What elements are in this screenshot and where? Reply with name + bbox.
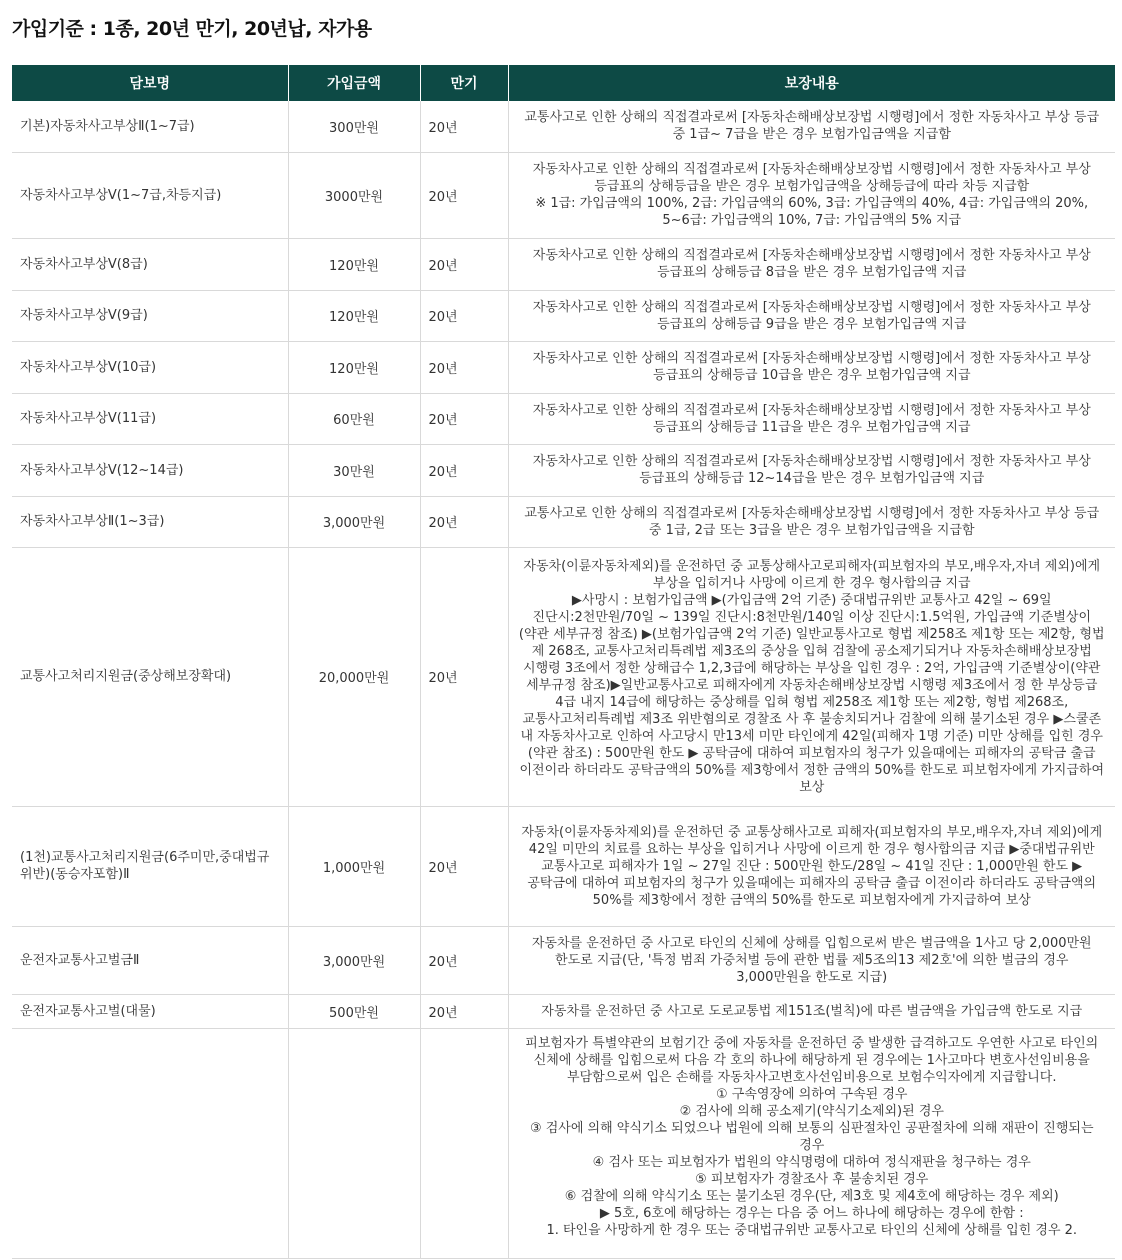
description-line: 피보험자가 특별약관의 보험기간 중에 자동차를 운전하던 중 발생한 급격하고도 우연한 사고로 타인의 신체에 상해를 입힘으로써 다음 각 호의 하나에 해당하게 된 경우에는 1사고마다 변호사선임비용을 부담함으로써 입은 손해를 자동차사고변호사선임비용으로 보험수익자에게 지급합니다. xyxy=(525,1035,1099,1085)
amount-cell: 120만원 xyxy=(288,290,420,341)
amount-cell: 20,000만원 xyxy=(288,547,420,806)
coverage-name-cell: 자동차사고부상Ⅴ(10급) xyxy=(12,341,288,393)
description-line: 자동차를 운전하던 중 사고로 도로교통법 제151조(벌칙)에 따른 벌금액을 가입금액 한도로 지급 xyxy=(541,1003,1083,1019)
table-body xyxy=(12,101,1115,1258)
description-line: ⑥ 검찰에 의해 약식기소 또는 불기소된 경우(단, 제3호 및 제4호에 해당하는 경우 제외) xyxy=(564,1188,1059,1204)
header-term: 만기 xyxy=(420,65,508,101)
amount-cell: 60만원 xyxy=(288,393,420,444)
coverage-name-cell: 교통사고처리지원금(중상해보장확대) xyxy=(12,547,288,806)
term-cell: 20년 xyxy=(420,152,508,238)
description-line: 자동차사고로 인한 상해의 직접결과로써 [자동차손해배상보장법 시행령]에서 정한 자동차사고 부상 등급표의 상해등급 11급을 받은 경우 보험가입금액 지급 xyxy=(532,402,1091,435)
description-cell xyxy=(508,547,1115,806)
coverage-name-cell: (1천)교통사고처리지원금(6주미만,중대법규위반)(동승자포함)Ⅱ xyxy=(12,806,288,926)
amount-cell: 1,000만원 xyxy=(288,806,420,926)
description-line: 자동차사고로 인한 상해의 직접결과로써 [자동차손해배상보장법 시행령]에서 정한 자동차사고 부상 등급표의 상해등급 9급을 받은 경우 보험가입금액 지급 xyxy=(532,299,1091,332)
description-cell xyxy=(508,238,1115,290)
description-line: 자동차(이륜자동차제외)를 운전하던 중 교통상해사고로피해자(피보험자의 부모,배우자,자녀 제외)에게 부상을 입히거나 사망에 이르게 한 경우 형사합의금 지급 xyxy=(523,558,1101,591)
table-row xyxy=(12,393,1115,444)
term-cell: 20년 xyxy=(420,290,508,341)
description-cell xyxy=(508,341,1115,393)
amount-cell xyxy=(288,1028,420,1258)
description-cell xyxy=(508,806,1115,926)
table-row xyxy=(12,444,1115,496)
header-description: 보장내용 xyxy=(508,65,1115,101)
table-row xyxy=(12,1028,1115,1258)
table-row xyxy=(12,341,1115,393)
coverage-name-cell: 기본)자동차사고부상Ⅱ(1~7급) xyxy=(12,101,288,152)
term-cell: 20년 xyxy=(420,806,508,926)
description-line: 자동차사고로 인한 상해의 직접결과로써 [자동차손해배상보장법 시행령]에서 정한 자동차사고 부상 등급표의 상해등급을 받은 경우 보험가입금액을 상해등급에 따라 차등 지급함 xyxy=(532,162,1091,194)
term-cell: 20년 xyxy=(420,341,508,393)
description-line: ▶사망시 : 보험가입금액 ▶(가입금액 2억 기준) 중대법규위반 교통사고 42일 ~ 69일 진단시:2천만원/70일 ~ 139일 진단시:8천만원/140일 이상 진단시:1.5억원, 가입금액 기준별상이(약관 세부규정 참조) ▶(보험가입금액 2억 기준) 일반교통사고로 형법 제258조 제1항 또는 제2항, 형법 제 268조, 교통사고처리특례법 제3조의 중상을 입혀 검찰에 공소제기되거나 자동차손해배상보장법 시행령 3조에서 정한 상해급수 1,2,3급에 해당하는 부상을 입힌 경우 : 2억, 가입금액 기준별상이(약관 세부규정 참조)▶일반교통사고로 피해자에게 자동차손해배상보장법 시행령 제3조에서 정 한 부상등급 4급 내지 14급에 해당하는 중상해를 입혀 형법 제258조 제1항 또는 제2항, 형법 제268조, 교통사고처리특례법 제3조 위반혐의로 경찰조 사 후 불송치되거나 검찰에 의해 불기소된 경우 ▶스쿨존 내 자동차사고로 인하여 사고당시 만13세 미만 타인에게 42일(피해자 1명 기준) 미만 상해를 입힌 경우(약관 참조) : 500만원 한도 ▶ 공탁금에 대하여 피보험자의 청구가 있을때에는 피해자의 공탁금 출급 이전이라 하더라도 공탁금액의 50%를 제3항에서 정한 금액의 50%를 한도로 피보험자에게 가지급하여 보상 xyxy=(518,592,1105,795)
description-line: ④ 검사 또는 피보험자가 법원의 약식명령에 대하여 정식재판을 청구하는 경우 xyxy=(592,1154,1031,1170)
description-cell xyxy=(508,496,1115,547)
description-line: ⑤ 피보험자가 경찰조사 후 불송치된 경우 xyxy=(695,1171,929,1187)
table-row xyxy=(12,290,1115,341)
description-line: ※ 1급: 가입금액의 100%, 2급: 가입금액의 60%, 3급: 가입금액의 40%, 4급: 가입금액의 20%, 5~6급: 가입금액의 10%, 7급: 가입금액의 5% 지급 xyxy=(535,196,1089,228)
coverage-name-cell: 자동차사고부상Ⅴ(1~7급,차등지급) xyxy=(12,152,288,238)
table-row xyxy=(12,152,1115,238)
description-line: ① 구속영장에 의하여 구속된 경우 xyxy=(716,1086,908,1102)
term-cell: 20년 xyxy=(420,994,508,1028)
description-line: 자동차사고로 인한 상해의 직접결과로써 [자동차손해배상보장법 시행령]에서 정한 자동차사고 부상 등급표의 상해등급 10급을 받은 경우 보험가입금액 지급 xyxy=(532,351,1091,383)
description-line: 1. 타인을 사망하게 한 경우 또는 중대법규위반 교통사고로 타인의 신체에 상해를 입힌 경우 2. xyxy=(546,1222,1078,1238)
coverage-table-wrapper xyxy=(12,65,1115,1259)
description-line: ② 검사에 의해 공소제기(약식기소제외)된 경우 xyxy=(679,1103,944,1119)
table-row xyxy=(12,496,1115,547)
coverage-name-cell: 자동차사고부상Ⅴ(8급) xyxy=(12,238,288,290)
amount-cell: 500만원 xyxy=(288,994,420,1028)
amount-cell: 3,000만원 xyxy=(288,926,420,994)
table-row xyxy=(12,238,1115,290)
table-row xyxy=(12,926,1115,994)
description-line: 자동차사고로 인한 상해의 직접결과로써 [자동차손해배상보장법 시행령]에서 정한 자동차사고 부상 등급표의 상해등급 12~14급을 받은 경우 보험가입금액 지급 xyxy=(532,454,1091,486)
amount-cell: 3000만원 xyxy=(288,152,420,238)
coverage-name-cell: 자동차사고부상Ⅴ(12~14급) xyxy=(12,444,288,496)
term-cell: 20년 xyxy=(420,926,508,994)
description-line: 교통사고로 인한 상해의 직접결과로써 [자동차손해배상보장법 시행령]에서 정한 자동차사고 부상 등급 중 1급~ 7급을 받은 경우 보험가입금액을 지급함 xyxy=(524,110,1100,143)
description-cell xyxy=(508,444,1115,496)
description-line: 자동차를 운전하던 중 사고로 타인의 신체에 상해를 입힘으로써 받은 벌금액을 1사고 당 2,000만원 한도로 지급(단, '특정 범죄 가중처벌 등에 관한 법률 제5조의13 제2호'에 의한 벌금의 경우 3,000만원을 한도로 지급) xyxy=(531,935,1092,985)
term-cell: 20년 xyxy=(420,496,508,547)
coverage-name-cell xyxy=(12,1028,288,1258)
term-cell: 20년 xyxy=(420,238,508,290)
term-cell: 20년 xyxy=(420,101,508,152)
description-cell xyxy=(508,101,1115,152)
description-line: ③ 검사에 의해 약식기소 되었으나 법원에 의해 보통의 심판절차인 공판절차에 의해 재판이 진행되는 경우 xyxy=(529,1120,1094,1153)
coverage-name-cell: 자동차사고부상Ⅴ(9급) xyxy=(12,290,288,341)
table-row xyxy=(12,806,1115,926)
table-header-row xyxy=(12,65,1115,101)
coverage-name-cell: 운전자교통사고벌금Ⅱ xyxy=(12,926,288,994)
description-cell xyxy=(508,152,1115,238)
table-row xyxy=(12,547,1115,806)
term-cell xyxy=(420,1028,508,1258)
description-cell xyxy=(508,994,1115,1028)
description-cell xyxy=(508,1028,1115,1258)
description-line: 자동차(이륜자동차제외)를 운전하던 중 교통상해사고로 피해자(피보험자의 부모,배우자,자녀 제외)에게 42일 미만의 치료를 요하는 부상을 입히거나 사망에 이르게 한 경우 형사합의금 지급 ▶중대법규위반 교통사고로 피해자가 1일 ~ 27일 진단 : 500만원 한도/28일 ~ 41일 진단 : 1,000만원 한도 ▶공탁금에 대하여 피보험자의 청구가 있을때에는 피해자의 공탁금 출급 이전이라 하더라도 공탁금액의 50%를 제3항에서 정한 금액의 50%를 한도로 피보험자에게 가지급하여 보상 xyxy=(521,824,1103,908)
description-cell xyxy=(508,290,1115,341)
coverage-name-cell: 자동차사고부상Ⅱ(1~3급) xyxy=(12,496,288,547)
description-line: 교통사고로 인한 상해의 직접결과로써 [자동차손해배상보장법 시행령]에서 정한 자동차사고 부상 등급 중 1급, 2급 또는 3급을 받은 경우 보험가입금액을 지급함 xyxy=(524,505,1100,538)
description-cell xyxy=(508,926,1115,994)
table-row xyxy=(12,101,1115,152)
description-line: ▶ 5호, 6호에 해당하는 경우는 다음 중 어느 하나에 해당하는 경우에 한함 : xyxy=(599,1205,1024,1221)
term-cell: 20년 xyxy=(420,393,508,444)
amount-cell: 120만원 xyxy=(288,341,420,393)
description-line: 자동차사고로 인한 상해의 직접결과로써 [자동차손해배상보장법 시행령]에서 정한 자동차사고 부상 등급표의 상해등급 8급을 받은 경우 보험가입금액 지급 xyxy=(532,248,1091,280)
term-cell: 20년 xyxy=(420,444,508,496)
description-cell xyxy=(508,393,1115,444)
coverage-name-cell: 운전자교통사고벌(대물) xyxy=(12,994,288,1028)
term-cell: 20년 xyxy=(420,547,508,806)
header-coverage-name: 담보명 xyxy=(12,65,288,101)
coverage-table xyxy=(12,65,1115,1259)
table-row xyxy=(12,994,1115,1028)
amount-cell: 30만원 xyxy=(288,444,420,496)
amount-cell: 3,000만원 xyxy=(288,496,420,547)
coverage-name-cell: 자동차사고부상Ⅴ(11급) xyxy=(12,393,288,444)
header-amount: 가입금액 xyxy=(288,65,420,101)
amount-cell: 120만원 xyxy=(288,238,420,290)
page-title: 가입기준 : 1종, 20년 만기, 20년납, 자가용 xyxy=(12,18,372,40)
amount-cell: 300만원 xyxy=(288,101,420,152)
